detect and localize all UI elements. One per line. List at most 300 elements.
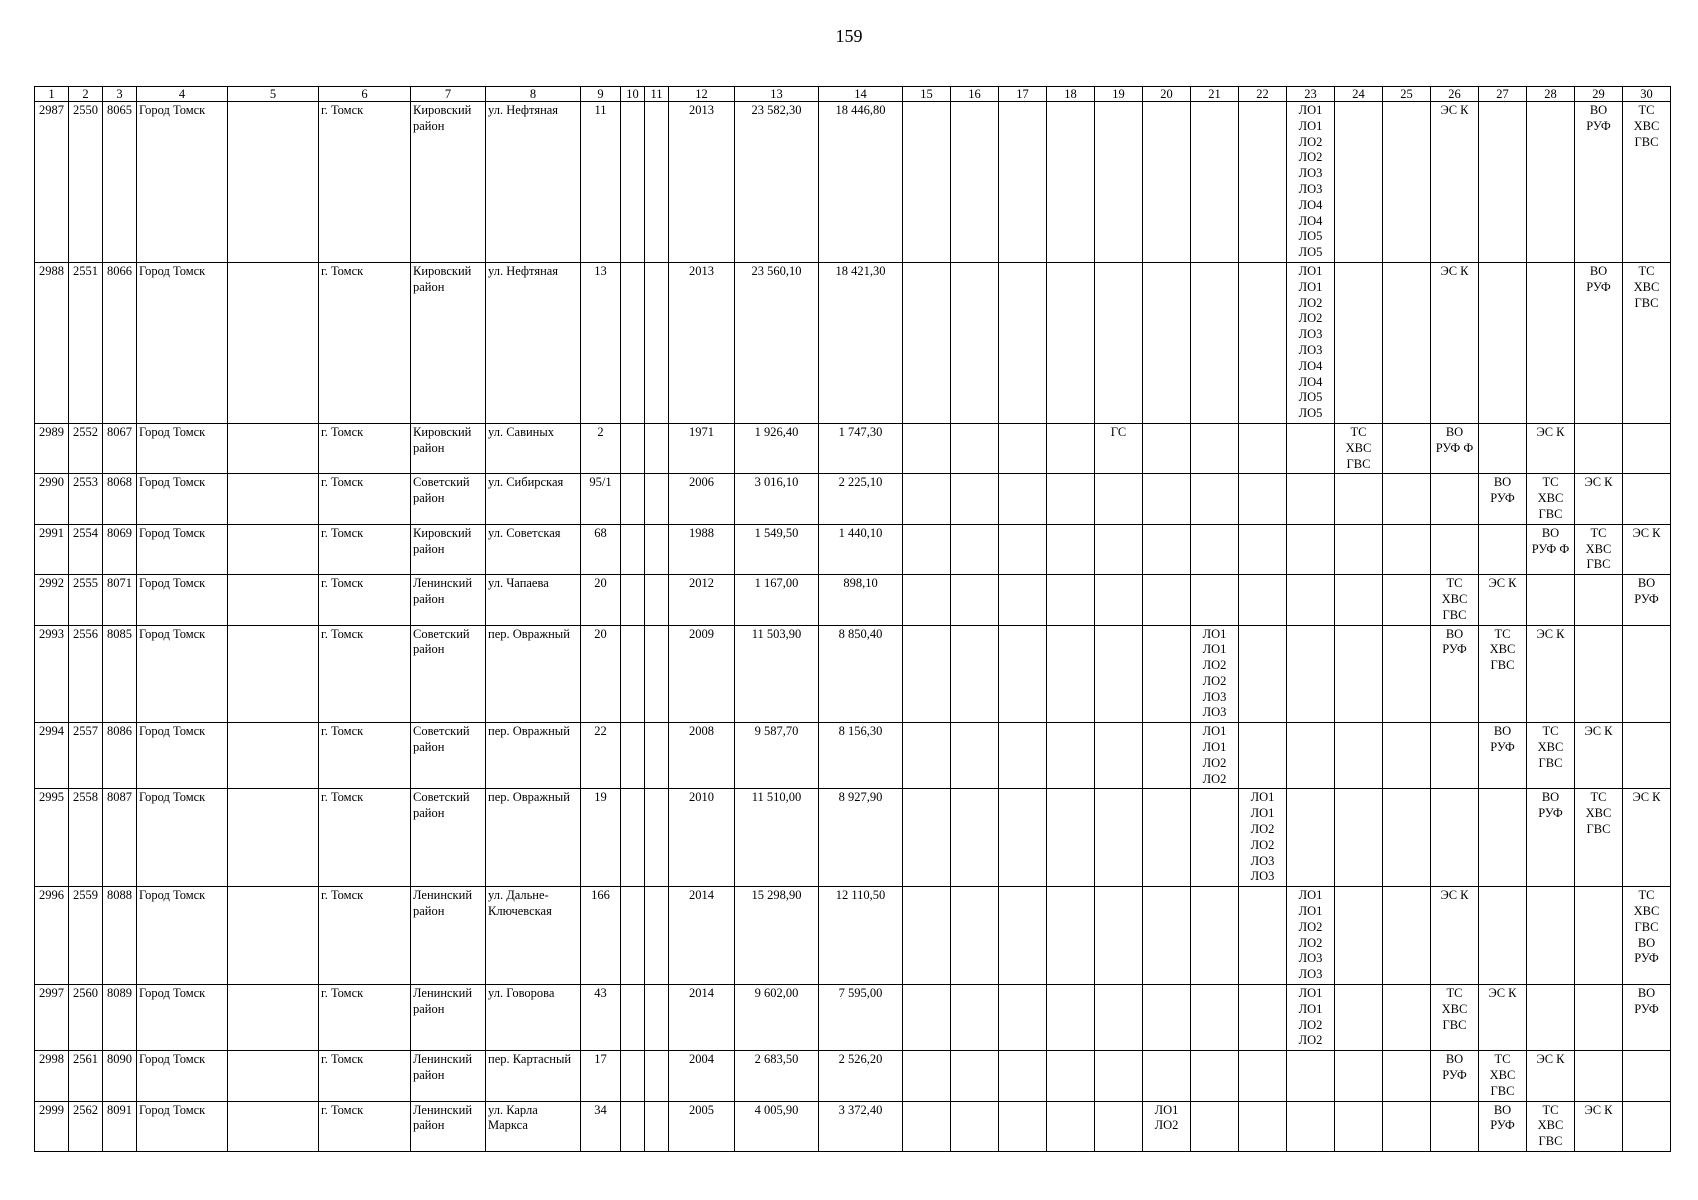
table-cell [228,423,319,473]
table-cell [1623,423,1671,473]
table-cell [228,625,319,723]
table-cell [1431,789,1479,887]
table-cell: 8069 [103,524,137,574]
table-cell: Ленинский район [411,1101,486,1151]
table-cell: 2008 [669,723,735,789]
table-cell: ВО РУФ [1575,262,1623,423]
table-cell: Город Томск [137,985,228,1051]
table-cell: пер. Овражный [486,789,581,887]
table-cell: 1 440,10 [819,524,903,574]
column-header: 1 [35,87,69,102]
table-cell [1095,524,1143,574]
table-cell [645,1101,669,1151]
table-cell: 9 587,70 [735,723,819,789]
table-cell [999,723,1047,789]
table-cell [621,102,645,263]
table-cell [951,102,999,263]
table-cell: ЭС К [1575,474,1623,524]
table-cell [1047,262,1095,423]
column-number-row [35,87,1671,102]
table-cell [1287,474,1335,524]
table-cell: 2012 [669,575,735,625]
table-cell [1479,423,1527,473]
table-cell: 11 [581,102,621,263]
table-cell: Город Томск [137,575,228,625]
table-cell [1575,423,1623,473]
table-cell [903,723,951,789]
table-cell [1047,423,1095,473]
table-cell: 2996 [35,887,69,985]
table-cell: ТС ХВС ГВС [1623,262,1671,423]
table-cell: 2014 [669,985,735,1051]
table-cell: ЭС К [1623,524,1671,574]
table-cell: ул. Савиных [486,423,581,473]
table-cell: ул. Сибирская [486,474,581,524]
table-row [35,1051,1671,1101]
table-cell [621,524,645,574]
table-cell: ТС ХВС ГВС [1527,1101,1575,1151]
table-cell [1623,474,1671,524]
table-cell [1575,575,1623,625]
table-cell [1095,625,1143,723]
table-cell: Ленинский район [411,985,486,1051]
table-cell: ТС ХВС ГВС [1527,723,1575,789]
table-cell: г. Томск [319,625,411,723]
table-cell [1287,423,1335,473]
table-cell: ВО РУФ [1431,625,1479,723]
table-cell: ТС ХВС ГВС [1527,474,1575,524]
table-cell: 2010 [669,789,735,887]
table-cell: г. Томск [319,723,411,789]
column-header: 21 [1191,87,1239,102]
table-cell: 2993 [35,625,69,723]
table-cell [1143,423,1191,473]
table-cell: 3 372,40 [819,1101,903,1151]
table-cell: 2992 [35,575,69,625]
table-cell: 9 602,00 [735,985,819,1051]
table-cell: ВО РУФ [1575,102,1623,263]
table-cell [228,887,319,985]
table-cell: ЭС К [1623,789,1671,887]
table-cell: г. Томск [319,102,411,263]
table-cell: ВО РУФ [1479,474,1527,524]
table-cell: 2 225,10 [819,474,903,524]
table-cell: 2998 [35,1051,69,1101]
table-cell [1143,1051,1191,1101]
table-cell: ЛО1 ЛО1 ЛО2 ЛО2 ЛО3 ЛО3 [1287,887,1335,985]
table-cell [228,474,319,524]
table-cell [903,789,951,887]
table-cell: 8071 [103,575,137,625]
table-cell: 2997 [35,985,69,1051]
table-cell: 2 [581,423,621,473]
table-cell: пер. Овражный [486,723,581,789]
column-header: 25 [1383,87,1431,102]
table-cell [1383,1051,1431,1101]
table-cell [1047,102,1095,263]
column-header: 18 [1047,87,1095,102]
table-cell [1575,887,1623,985]
table-cell [999,423,1047,473]
table-cell: ТС ХВС ГВС ВО РУФ [1623,887,1671,985]
table-cell [1047,1101,1095,1151]
table-cell: ВО РУФ [1623,985,1671,1051]
table-cell [645,524,669,574]
table-cell [228,575,319,625]
column-header: 23 [1287,87,1335,102]
table-cell [1191,474,1239,524]
table-cell: 1 549,50 [735,524,819,574]
table-cell [1527,887,1575,985]
table-cell [1191,985,1239,1051]
table-cell: 68 [581,524,621,574]
table-cell [1479,262,1527,423]
table-cell: ЛО1 ЛО1 ЛО2 ЛО2 [1287,985,1335,1051]
column-header: 10 [621,87,645,102]
table-cell: 8089 [103,985,137,1051]
table-cell [951,524,999,574]
table-cell: Город Томск [137,887,228,985]
table-cell [999,575,1047,625]
table-cell [1383,575,1431,625]
table-cell [999,887,1047,985]
table-cell [951,575,999,625]
table-cell: Кировский район [411,423,486,473]
table-cell [1479,102,1527,263]
table-cell [621,262,645,423]
table-row [35,575,1671,625]
table-cell [1047,887,1095,985]
table-cell: 3 016,10 [735,474,819,524]
table-cell: 2550 [69,102,103,263]
table-cell: Город Томск [137,789,228,887]
table-cell [228,985,319,1051]
table-cell [1431,1101,1479,1151]
table-cell [1623,625,1671,723]
table-cell [1047,985,1095,1051]
table-cell: 2013 [669,262,735,423]
table-cell [621,887,645,985]
table-cell [1191,1051,1239,1101]
table-cell [1383,474,1431,524]
table-cell [1143,625,1191,723]
table-row [35,474,1671,524]
table-cell [1335,985,1383,1051]
table-cell [951,985,999,1051]
table-cell [1335,102,1383,263]
table-cell [228,1101,319,1151]
table-cell [1047,575,1095,625]
table-row [35,262,1671,423]
table-cell: Город Томск [137,625,228,723]
table-cell [951,723,999,789]
table-cell: 8065 [103,102,137,263]
table-cell [645,102,669,263]
table-cell [951,423,999,473]
table-cell: Кировский район [411,524,486,574]
table-cell [1335,575,1383,625]
table-cell [1239,102,1287,263]
table-cell: 8088 [103,887,137,985]
table-cell [645,474,669,524]
table-cell: пер. Овражный [486,625,581,723]
table-cell: 2 683,50 [735,1051,819,1101]
table-cell [621,985,645,1051]
table-row [35,789,1671,887]
column-header: 2 [69,87,103,102]
table-cell: ВО РУФ [1479,723,1527,789]
table-cell [228,524,319,574]
table-cell [1335,723,1383,789]
table-cell [621,625,645,723]
column-header: 27 [1479,87,1527,102]
table-cell: ТС ХВС ГВС [1479,625,1527,723]
table-cell: 898,10 [819,575,903,625]
table-cell: 17 [581,1051,621,1101]
table-cell [1527,262,1575,423]
table-cell [1527,575,1575,625]
column-header: 20 [1143,87,1191,102]
table-cell [621,1051,645,1101]
table-cell [1047,789,1095,887]
table-cell: ЛО1 ЛО1 ЛО2 ЛО2 ЛО3 ЛО3 [1239,789,1287,887]
table-cell [1095,887,1143,985]
table-cell: 2004 [669,1051,735,1101]
housing-registry-table [34,86,1671,1152]
table-cell [903,262,951,423]
table-cell [999,1051,1047,1101]
table-cell: ТС ХВС ГВС [1431,985,1479,1051]
table-cell [1239,474,1287,524]
table-cell [1287,1051,1335,1101]
table-cell [1575,1051,1623,1101]
table-cell [1047,524,1095,574]
table-cell: 2995 [35,789,69,887]
table-cell: 1 747,30 [819,423,903,473]
table-cell [1383,887,1431,985]
column-header: 15 [903,87,951,102]
column-header: 14 [819,87,903,102]
table-cell [1143,887,1191,985]
table-cell: Ленинский район [411,1051,486,1101]
table-cell: 1971 [669,423,735,473]
table-cell [621,423,645,473]
table-cell [621,1101,645,1151]
table-cell: ВО РУФ Ф [1431,423,1479,473]
table-cell [903,985,951,1051]
table-cell [1575,985,1623,1051]
table-cell: 2990 [35,474,69,524]
table-cell [1095,1051,1143,1101]
table-cell: ЭС К [1431,262,1479,423]
table-cell: г. Томск [319,474,411,524]
table-cell: 2988 [35,262,69,423]
table-cell: 1 926,40 [735,423,819,473]
table-cell [1143,474,1191,524]
table-cell [1623,723,1671,789]
table-cell: 2013 [669,102,735,263]
table-cell [1335,1051,1383,1101]
table-cell [1335,1101,1383,1151]
table-cell: г. Томск [319,423,411,473]
table-cell [903,575,951,625]
table-cell: Город Томск [137,423,228,473]
table-cell: ул. Нефтяная [486,262,581,423]
table-cell [645,789,669,887]
table-cell: ТС ХВС ГВС [1431,575,1479,625]
table-cell [1239,723,1287,789]
table-cell [1191,423,1239,473]
table-cell: г. Томск [319,887,411,985]
table-cell: 34 [581,1101,621,1151]
table-cell: 15 298,90 [735,887,819,985]
table-cell [1239,1101,1287,1151]
table-cell: 2006 [669,474,735,524]
table-cell [645,262,669,423]
table-cell [1383,102,1431,263]
table-cell: 19 [581,789,621,887]
table-cell: 95/1 [581,474,621,524]
table-cell: 8068 [103,474,137,524]
table-cell [1239,262,1287,423]
table-cell: ТС ХВС ГВС [1575,524,1623,574]
table-cell: 7 595,00 [819,985,903,1051]
table-cell [228,102,319,263]
table-cell [1335,524,1383,574]
table-cell [1239,887,1287,985]
table-cell [621,474,645,524]
table-cell: 8085 [103,625,137,723]
table-cell: 2556 [69,625,103,723]
table-cell [951,474,999,524]
table-cell [1431,524,1479,574]
column-header: 16 [951,87,999,102]
column-header: 22 [1239,87,1287,102]
table-cell [1383,1101,1431,1151]
table-cell: ул. Нефтяная [486,102,581,263]
table-row [35,102,1671,263]
table-cell: ЛО1 ЛО1 ЛО2 ЛО2 ЛО3 ЛО3 ЛО4 ЛО4 ЛО5 ЛО5 [1287,262,1335,423]
table-cell: 166 [581,887,621,985]
table-cell [1479,887,1527,985]
table-cell: г. Томск [319,1051,411,1101]
table-cell: 23 560,10 [735,262,819,423]
table-cell [1383,262,1431,423]
table-cell: ВО РУФ [1431,1051,1479,1101]
table-cell [903,524,951,574]
table-row [35,524,1671,574]
table-cell: ЭС К [1527,423,1575,473]
table-cell [951,887,999,985]
table-cell: 2551 [69,262,103,423]
table-cell: 22 [581,723,621,789]
table-cell: 2 526,20 [819,1051,903,1101]
column-header: 8 [486,87,581,102]
column-header: 12 [669,87,735,102]
table-cell: г. Томск [319,524,411,574]
table-cell: 4 005,90 [735,1101,819,1151]
table-cell [999,1101,1047,1151]
table-cell: г. Томск [319,1101,411,1151]
table-cell [1239,575,1287,625]
column-header: 28 [1527,87,1575,102]
table-cell: Советский район [411,723,486,789]
table-cell: 8 156,30 [819,723,903,789]
table-cell [1047,1051,1095,1101]
table-cell [645,423,669,473]
table-cell [1431,723,1479,789]
table-body [35,102,1671,1152]
table-cell [1191,1101,1239,1151]
table-cell: ЭС К [1527,625,1575,723]
table-cell [903,423,951,473]
table-cell [999,474,1047,524]
column-header: 6 [319,87,411,102]
table-cell: ЭС К [1431,887,1479,985]
table-cell: 8090 [103,1051,137,1101]
table-cell: 2009 [669,625,735,723]
table-cell [999,524,1047,574]
table-cell: ТС ХВС ГВС [1623,102,1671,263]
table-cell: 2559 [69,887,103,985]
table-cell [1335,625,1383,723]
table-cell: 1 167,00 [735,575,819,625]
table-cell: ВО РУФ [1623,575,1671,625]
table-cell: ЛО1 ЛО2 [1143,1101,1191,1151]
table-cell: 2561 [69,1051,103,1101]
table-cell: 2987 [35,102,69,263]
table-cell [1143,789,1191,887]
table-cell: Город Томск [137,524,228,574]
table-cell: 2989 [35,423,69,473]
table-cell [1287,524,1335,574]
table-cell [1383,789,1431,887]
table-cell [1287,625,1335,723]
table-cell: Ленинский район [411,887,486,985]
table-cell: Советский район [411,474,486,524]
table-cell [645,985,669,1051]
table-cell [1383,723,1431,789]
column-header: 5 [228,87,319,102]
table-cell: 2014 [669,887,735,985]
column-header: 19 [1095,87,1143,102]
table-cell: 2552 [69,423,103,473]
table-cell: 2999 [35,1101,69,1151]
table-cell: 2553 [69,474,103,524]
table-cell [1383,423,1431,473]
table-cell [1095,575,1143,625]
table-cell: 2554 [69,524,103,574]
table-cell: ВО РУФ [1527,789,1575,887]
table-cell: ЛО1 ЛО1 ЛО2 ЛО2 ЛО3 ЛО3 ЛО4 ЛО4 ЛО5 ЛО5 [1287,102,1335,263]
table-cell [999,102,1047,263]
table-cell [1095,1101,1143,1151]
table-cell [1143,985,1191,1051]
table-cell: ул. Карла Маркса [486,1101,581,1151]
table-cell: г. Томск [319,575,411,625]
table-cell [621,575,645,625]
table-cell: ул. Дальне-Ключевская [486,887,581,985]
table-cell: 18 421,30 [819,262,903,423]
column-header: 29 [1575,87,1623,102]
column-header: 3 [103,87,137,102]
table-cell [999,262,1047,423]
column-header: 17 [999,87,1047,102]
table-cell [1095,474,1143,524]
table-cell: 2562 [69,1101,103,1151]
table-cell: 43 [581,985,621,1051]
table-cell: ЭС К [1575,723,1623,789]
